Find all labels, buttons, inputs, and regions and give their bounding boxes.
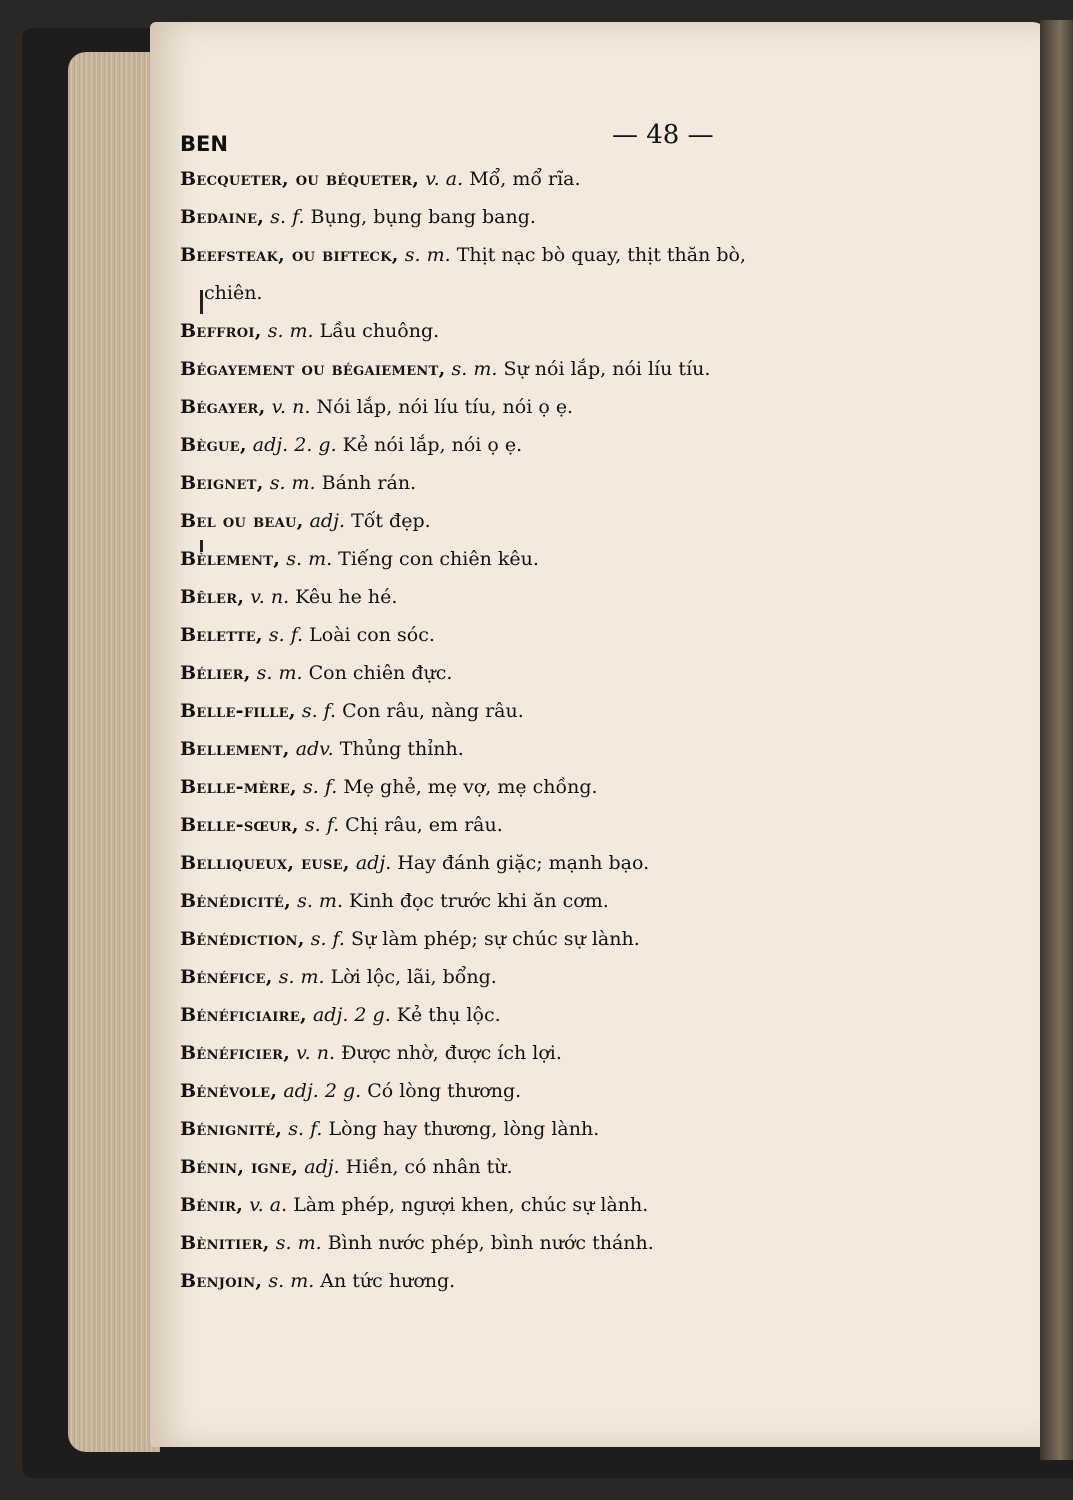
entry-headword: Bénédicité, (180, 890, 292, 912)
dictionary-entry (180, 882, 1020, 920)
dictionary-entry (180, 806, 1020, 844)
dictionary-entry (180, 426, 1020, 464)
entry-definition: Hiền, có nhân từ. (345, 1156, 513, 1178)
dictionary-entry (180, 236, 1020, 274)
dictionary-entry (180, 1224, 1020, 1262)
entry-headword: Bénir, (180, 1194, 244, 1216)
dictionary-entry (180, 274, 1020, 312)
entry-grammar: s. m. (278, 966, 325, 988)
entry-headword: Becqueter, ou béqueter, (180, 168, 420, 190)
entry-headword: Bègue, (180, 434, 247, 456)
entry-grammar: s. m. (297, 890, 343, 912)
book-gutter (1040, 20, 1073, 1460)
entry-definition: Lầu chuông. (319, 320, 440, 342)
dictionary-entries (180, 160, 1020, 1300)
entry-grammar: s. f. (310, 928, 345, 950)
dictionary-entry (180, 160, 1020, 198)
entry-definition: An tức hương. (320, 1270, 456, 1292)
entry-grammar: adj. 2 g. (312, 1004, 391, 1026)
entry-grammar: s. m. (256, 662, 303, 684)
entry-headword: Beffroi, (180, 320, 262, 342)
dictionary-entry (180, 1034, 1020, 1072)
dictionary-entry (180, 844, 1020, 882)
entry-headword: Benjoin, (180, 1270, 263, 1292)
entry-definition: Kẻ thụ lộc. (396, 1004, 501, 1026)
entry-grammar: s. f. (304, 814, 340, 836)
entry-definition: Làm phép, ngượi khen, chúc sự lành. (293, 1194, 649, 1216)
entry-definition: Nói lắp, nói líu tíu, nói ọ ẹ. (316, 396, 574, 418)
dictionary-entry (180, 1148, 1020, 1186)
entry-definition: Thịt nạc bò quay, thịt thăn bò, (456, 244, 747, 266)
entry-definition: Hay đánh giặc; mạnh bạo. (397, 852, 650, 874)
dictionary-entry (180, 388, 1020, 426)
entry-definition: Thủng thỉnh. (339, 738, 464, 760)
dictionary-entry (180, 502, 1020, 540)
entry-definition: Con râu, nàng râu. (342, 700, 524, 722)
entry-headword: Bénignité, (180, 1118, 283, 1140)
entry-definition: Tiếng con chiên kêu. (338, 548, 539, 570)
page-number: — 48 — (612, 120, 714, 150)
entry-headword: Belle-sœur, (180, 814, 299, 836)
dictionary-entry (180, 312, 1020, 350)
entry-definition: Loài con sóc. (309, 624, 435, 646)
entry-definition: Chị râu, em râu. (345, 814, 503, 836)
entry-grammar: v. n. (271, 396, 311, 418)
entry-definition: Sự làm phép; sự chúc sự lành. (350, 928, 640, 950)
dictionary-entry (180, 654, 1020, 692)
entry-definition: Tốt đẹp. (351, 510, 431, 532)
entry-grammar: s. f. (288, 1118, 323, 1140)
entry-headword: Bénévole, (180, 1080, 278, 1102)
entry-definition: Lòng hay thương, lòng lành. (328, 1118, 600, 1140)
entry-headword: Bèlement, (180, 548, 281, 570)
entry-headword: Beignet, (180, 472, 264, 494)
entry-headword: Bénédiction, (180, 928, 305, 950)
entry-grammar: adj. (309, 510, 346, 532)
entry-grammar: s. m. (451, 358, 498, 380)
entry-headword: Bénéficier, (180, 1042, 291, 1064)
entry-headword: Bêler, (180, 586, 245, 608)
entry-headword: Bènitier, (180, 1232, 270, 1254)
entry-grammar: s. f. (270, 206, 305, 228)
dictionary-entry (180, 1072, 1020, 1110)
entry-grammar: v. n. (296, 1042, 336, 1064)
entry-definition: Được nhờ, được ích lợi. (341, 1042, 562, 1064)
dictionary-entry (180, 1262, 1020, 1300)
entry-definition: Kẻ nói lắp, nói ọ ẹ. (342, 434, 523, 456)
entry-headword: Belle-fille, (180, 700, 296, 722)
entry-grammar: s. m. (404, 244, 451, 266)
entry-headword: Bedaine, (180, 206, 265, 228)
dictionary-entry (180, 958, 1020, 996)
entry-headword: Bénéfice, (180, 966, 273, 988)
entry-definition: Bụng, bụng bang bang. (310, 206, 536, 228)
guide-word: BEN (180, 132, 228, 156)
dictionary-entry (180, 768, 1020, 806)
entry-grammar: s. m. (267, 320, 314, 342)
entry-headword: Bel ou beau, (180, 510, 304, 532)
entry-grammar: s. m. (269, 472, 316, 494)
entry-definition: Có lòng thương. (367, 1080, 522, 1102)
entry-definition: Bình nước phép, bình nước thánh. (327, 1232, 654, 1254)
entry-grammar: adj. 2. g. (252, 434, 337, 456)
page-edges (68, 52, 160, 1452)
entry-grammar: s. f. (268, 624, 304, 646)
entry-grammar: s. m. (268, 1270, 315, 1292)
dictionary-entry (180, 730, 1020, 768)
entry-headword: Bellement, (180, 738, 290, 760)
entry-definition: Bánh rán. (321, 472, 417, 494)
dictionary-entry (180, 464, 1020, 502)
entry-grammar: s. m. (286, 548, 333, 570)
entry-headword: Belliqueux, euse, (180, 852, 350, 874)
entry-headword: Bénéficiaire, (180, 1004, 307, 1026)
entry-headword: Belle-mère, (180, 776, 297, 798)
dictionary-entry (180, 540, 1020, 578)
entry-definition: Mổ, mổ rĩa. (469, 168, 581, 190)
dictionary-entry (180, 920, 1020, 958)
entry-definition: Mẹ ghẻ, mẹ vợ, mẹ chồng. (343, 776, 598, 798)
dictionary-entry (180, 350, 1020, 388)
entry-grammar: v. a. (425, 168, 464, 190)
entry-grammar: adj. (355, 852, 392, 874)
entry-headword: Belette, (180, 624, 263, 646)
entry-definition: Kêu he hé. (295, 586, 398, 608)
entry-grammar: adj. (304, 1156, 340, 1178)
entry-grammar: v. n. (250, 586, 290, 608)
entry-grammar: s. m. (275, 1232, 322, 1254)
dictionary-entry (180, 616, 1020, 654)
entry-headword: Bégayer, (180, 396, 266, 418)
dictionary-entry (180, 996, 1020, 1034)
dictionary-entry (180, 1110, 1020, 1148)
entry-headword: Beefsteak, ou bifteck, (180, 244, 399, 266)
entry-headword: Bélier, (180, 662, 251, 684)
page-header (0, 120, 1073, 160)
dictionary-entry (180, 578, 1020, 616)
dictionary-entry (180, 1186, 1020, 1224)
entry-definition: Lời lộc, lãi, bổng. (330, 966, 497, 988)
entry-grammar: v. a. (249, 1194, 288, 1216)
entry-definition: Con chiên đực. (308, 662, 453, 684)
entry-definition: Kinh đọc trước khi ăn cơm. (349, 890, 609, 912)
entry-headword: Bénin, igne, (180, 1156, 299, 1178)
entry-grammar: s. f. (301, 700, 337, 722)
entry-grammar: s. f. (303, 776, 338, 798)
entry-grammar: adv. (295, 738, 334, 760)
entry-definition: Sự nói lắp, nói líu tíu. (503, 358, 711, 380)
dictionary-entry (180, 198, 1020, 236)
entry-headword: Bégayement ou bégaiement, (180, 358, 446, 380)
entry-definition: chiên. (204, 282, 263, 304)
entry-grammar: adj. 2 g. (283, 1080, 362, 1102)
dictionary-entry (180, 692, 1020, 730)
